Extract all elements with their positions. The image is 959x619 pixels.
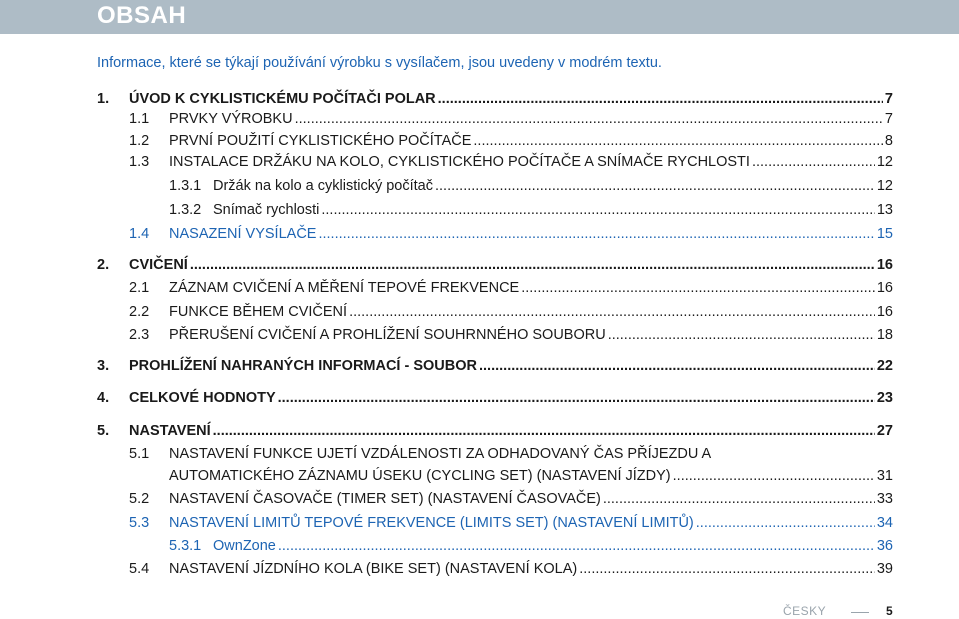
toc-entry-2-2[interactable]: [129, 302, 893, 322]
toc-page: 16: [876, 304, 893, 320]
toc-entry-2-1[interactable]: [129, 278, 893, 298]
toc-title: CELKOVÉ HODNOTY: [129, 390, 276, 406]
toc-number: 1.: [97, 91, 110, 107]
toc-entry-5[interactable]: [97, 421, 893, 441]
toc-title: PRVKY VÝROBKU: [169, 111, 293, 127]
dot-leader: [318, 224, 874, 244]
toc-number: 1.3.1: [169, 178, 202, 194]
toc-page: 23: [876, 390, 893, 406]
toc-entry-5-1[interactable]: [129, 444, 711, 464]
toc-number: 5.3.1: [169, 538, 202, 554]
dot-leader: [213, 421, 875, 441]
toc-entry-5-3[interactable]: [129, 513, 893, 533]
toc-title: NASTAVENÍ: [129, 423, 211, 439]
dot-leader: [479, 356, 875, 376]
toc-title: NASTAVENÍ FUNKCE UJETÍ VZDÁLENOSTI ZA ODHADOVANÝ ČAS PŘÍJEZDU A: [169, 446, 712, 462]
dot-leader: [278, 536, 875, 556]
footer-page-number: 5: [886, 604, 893, 618]
dot-leader: [579, 559, 875, 579]
toc-entry-2[interactable]: [97, 255, 893, 275]
toc-entry-5-4[interactable]: [129, 559, 893, 579]
toc-page: 16: [876, 257, 893, 273]
toc-page: 15: [876, 226, 893, 242]
dot-leader: [321, 200, 874, 220]
toc-entry-1-2[interactable]: [129, 131, 893, 151]
dot-leader: [608, 325, 875, 345]
toc-number: 2.2: [129, 304, 150, 320]
dot-leader: [295, 109, 883, 129]
dot-leader: [435, 176, 875, 196]
toc-entry-1-3-1[interactable]: [169, 176, 893, 196]
toc-title: AUTOMATICKÉHO ZÁZNAMU ÚSEKU (CYCLING SET) (NASTAVENÍ JÍZDY): [169, 468, 671, 484]
toc-title: NASAZENÍ VYSÍLAČE: [169, 226, 317, 242]
dot-leader: [603, 489, 875, 509]
toc-entry-1-3-2[interactable]: [169, 200, 893, 220]
toc-page: 18: [876, 327, 893, 343]
dot-leader: [438, 89, 883, 109]
toc-title: NASTAVENÍ JÍZDNÍHO KOLA (BIKE SET) (NASTAVENÍ KOLA): [169, 561, 578, 577]
toc-title: PRVNÍ POUŽITÍ CYKLISTICKÉHO POČÍTAČE: [169, 133, 472, 149]
toc-entry-2-3[interactable]: [129, 325, 893, 345]
toc-entry-1-4[interactable]: [129, 224, 893, 244]
toc-entry-1-3[interactable]: [129, 152, 893, 172]
toc-title: OwnZone: [213, 538, 276, 554]
toc-title: ÚVOD K CYKLISTICKÉMU POČÍTAČI POLAR: [129, 91, 436, 107]
toc-page: 8: [884, 133, 893, 149]
toc-number: 5.3: [129, 515, 150, 531]
toc-title: PŘERUŠENÍ CVIČENÍ A PROHLÍŽENÍ SOUHRNNÉHO SOUBORU: [169, 327, 606, 343]
toc-title: CVIČENÍ: [129, 257, 188, 273]
toc-entry-5-1-continued[interactable]: [169, 466, 893, 486]
toc-page: 7: [884, 111, 893, 127]
toc-page: 34: [876, 515, 893, 531]
toc-number: 1.3.2: [169, 202, 202, 218]
dot-leader: [190, 255, 875, 275]
toc-title: PROHLÍŽENÍ NAHRANÝCH INFORMACÍ - SOUBOR: [129, 358, 477, 374]
toc-number: 5.2: [129, 491, 150, 507]
page-title: OBSAH: [97, 2, 187, 29]
toc-entry-3[interactable]: [97, 356, 893, 376]
toc-title: INSTALACE DRŽÁKU NA KOLO, CYKLISTICKÉHO POČÍTAČE A SNÍMAČE RYCHLOSTI: [169, 154, 750, 170]
dot-leader: [673, 466, 875, 486]
toc-page: 33: [876, 491, 893, 507]
toc-number: 4.: [97, 390, 110, 406]
toc-page: 31: [876, 468, 893, 484]
toc-number: 1.2: [129, 133, 150, 149]
toc-title: Snímač rychlosti: [213, 202, 320, 218]
dot-leader: [278, 388, 875, 408]
footer-divider: [851, 612, 869, 613]
toc-title: NASTAVENÍ ČASOVAČE (TIMER SET) (NASTAVENÍ ČASOVAČE): [169, 491, 601, 507]
dot-leader: [349, 302, 875, 322]
toc-number: 1.4: [129, 226, 150, 242]
toc-entry-5-2[interactable]: [129, 489, 893, 509]
toc-page: 22: [876, 358, 893, 374]
toc-page: 27: [876, 423, 893, 439]
dot-leader: [752, 152, 875, 172]
toc-page: 39: [876, 561, 893, 577]
toc-entry-4[interactable]: [97, 388, 893, 408]
toc-page: 16: [876, 280, 893, 296]
footer-language: ČESKY: [783, 604, 827, 618]
toc-number: 3.: [97, 358, 110, 374]
toc-number: 1.3: [129, 154, 150, 170]
toc-number: 2.1: [129, 280, 150, 296]
dot-leader: [473, 131, 883, 151]
toc-entry-1[interactable]: [97, 89, 893, 109]
toc-number: 1.1: [129, 111, 150, 127]
toc-page: 12: [876, 178, 893, 194]
toc-page: 7: [884, 91, 893, 107]
toc-page: 12: [876, 154, 893, 170]
toc-entry-5-3-1[interactable]: [169, 536, 893, 556]
toc-number: 5.4: [129, 561, 150, 577]
toc-number: 5.1: [129, 446, 150, 462]
dot-leader: [521, 278, 875, 298]
toc-entry-1-1[interactable]: [129, 109, 893, 129]
dot-leader: [696, 513, 875, 533]
toc-title: Držák na kolo a cyklistický počítač: [213, 178, 433, 194]
toc-title: NASTAVENÍ LIMITŮ TEPOVÉ FREKVENCE (LIMITS SET) (NASTAVENÍ LIMITŮ): [169, 515, 694, 531]
toc-page: 13: [876, 202, 893, 218]
intro-text: Informace, které se týkají používání výrobku s vysílačem, jsou uvedeny v modrém textu.: [97, 55, 662, 71]
toc-title-text: ZÁZNAM CVIČENÍ A MĚŘENÍ TEPOVÉ FREKVENCE: [169, 280, 520, 296]
toc-number: 2.: [97, 257, 110, 273]
toc-title: [169, 278, 519, 298]
toc-number: 2.3: [129, 327, 150, 343]
toc-title: FUNKCE BĚHEM CVIČENÍ: [169, 304, 348, 320]
toc-number: 5.: [97, 423, 110, 439]
toc-page: 36: [876, 538, 893, 554]
